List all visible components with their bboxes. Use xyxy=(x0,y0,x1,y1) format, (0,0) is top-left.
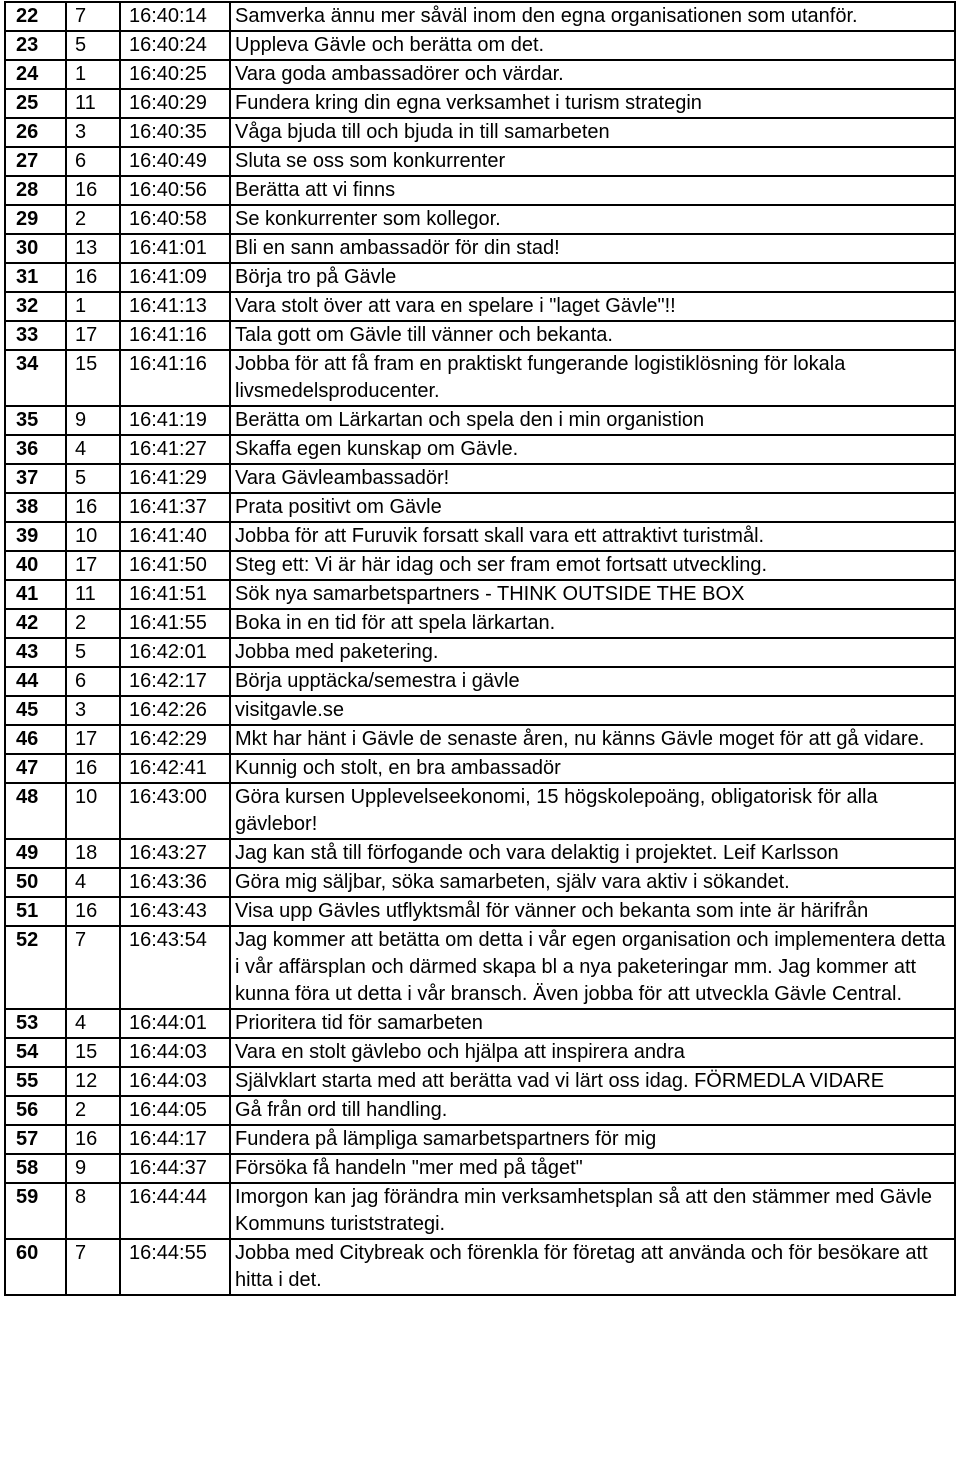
row-number-cell: 27 xyxy=(5,147,66,176)
response-text-cell: Fundera kring din egna verksamhet i turism strategin xyxy=(230,89,955,118)
timestamp-cell: 16:44:55 xyxy=(120,1239,230,1295)
response-text-cell: Vara Gävleambassadör! xyxy=(230,464,955,493)
count-cell: 12 xyxy=(66,1067,120,1096)
timestamp-cell: 16:43:54 xyxy=(120,926,230,1009)
count-cell: 17 xyxy=(66,725,120,754)
row-number-cell: 58 xyxy=(5,1154,66,1183)
table-row xyxy=(5,638,955,667)
row-number-cell: 28 xyxy=(5,176,66,205)
row-number-cell: 45 xyxy=(5,696,66,725)
table-row xyxy=(5,522,955,551)
row-number-cell: 25 xyxy=(5,89,66,118)
timestamp-cell: 16:41:19 xyxy=(120,406,230,435)
timestamp-cell: 16:42:17 xyxy=(120,667,230,696)
count-cell: 6 xyxy=(66,147,120,176)
response-text-cell: Självklart starta med att berätta vad vi lärt oss idag. FÖRMEDLA VIDARE xyxy=(230,1067,955,1096)
table-row xyxy=(5,1125,955,1154)
table-row xyxy=(5,696,955,725)
response-text-cell: Se konkurrenter som kollegor. xyxy=(230,205,955,234)
count-cell: 2 xyxy=(66,205,120,234)
row-number-cell: 54 xyxy=(5,1038,66,1067)
count-cell: 10 xyxy=(66,783,120,839)
response-text-cell: Sök nya samarbetspartners - THINK OUTSIDE THE BOX xyxy=(230,580,955,609)
response-text-cell: Fundera på lämpliga samarbetspartners för mig xyxy=(230,1125,955,1154)
table-row xyxy=(5,89,955,118)
row-number-cell: 38 xyxy=(5,493,66,522)
table-row xyxy=(5,350,955,406)
response-text-cell: Göra kursen Upplevelseekonomi, 15 högskolepoäng, obligatorisk för alla gävlebor! xyxy=(230,783,955,839)
response-text-cell: Gå från ord till handling. xyxy=(230,1096,955,1125)
response-text-cell: Börja tro på Gävle xyxy=(230,263,955,292)
count-cell: 7 xyxy=(66,1239,120,1295)
timestamp-cell: 16:40:56 xyxy=(120,176,230,205)
row-number-cell: 24 xyxy=(5,60,66,89)
count-cell: 9 xyxy=(66,1154,120,1183)
timestamp-cell: 16:44:03 xyxy=(120,1038,230,1067)
timestamp-cell: 16:43:43 xyxy=(120,897,230,926)
timestamp-cell: 16:40:49 xyxy=(120,147,230,176)
row-number-cell: 42 xyxy=(5,609,66,638)
count-cell: 16 xyxy=(66,1125,120,1154)
row-number-cell: 31 xyxy=(5,263,66,292)
row-number-cell: 60 xyxy=(5,1239,66,1295)
row-number-cell: 23 xyxy=(5,31,66,60)
response-text-cell: Våga bjuda till och bjuda in till samarbeten xyxy=(230,118,955,147)
timestamp-cell: 16:43:00 xyxy=(120,783,230,839)
table-row xyxy=(5,205,955,234)
table-row xyxy=(5,1154,955,1183)
response-text-cell: Prioritera tid för samarbeten xyxy=(230,1009,955,1038)
timestamp-cell: 16:41:16 xyxy=(120,321,230,350)
count-cell: 4 xyxy=(66,435,120,464)
count-cell: 3 xyxy=(66,696,120,725)
response-text-cell: Jag kan stå till förfogande och vara delaktig i projektet. Leif Karlsson xyxy=(230,839,955,868)
timestamp-cell: 16:42:01 xyxy=(120,638,230,667)
table-row xyxy=(5,580,955,609)
response-text-cell: Vara stolt över att vara en spelare i "laget Gävle"!! xyxy=(230,292,955,321)
table-row xyxy=(5,493,955,522)
response-text-cell: Jobba för att Furuvik forsatt skall vara ett attraktivt turistmål. xyxy=(230,522,955,551)
count-cell: 9 xyxy=(66,406,120,435)
table-row xyxy=(5,725,955,754)
timestamp-cell: 16:41:09 xyxy=(120,263,230,292)
count-cell: 1 xyxy=(66,60,120,89)
table-row xyxy=(5,1009,955,1038)
count-cell: 2 xyxy=(66,1096,120,1125)
count-cell: 16 xyxy=(66,493,120,522)
count-cell: 16 xyxy=(66,176,120,205)
response-text-cell: Uppleva Gävle och berätta om det. xyxy=(230,31,955,60)
response-text-cell: Jobba med paketering. xyxy=(230,638,955,667)
response-text-cell: Boka in en tid för att spela lärkartan. xyxy=(230,609,955,638)
timestamp-cell: 16:40:25 xyxy=(120,60,230,89)
timestamp-cell: 16:41:13 xyxy=(120,292,230,321)
timestamp-cell: 16:40:29 xyxy=(120,89,230,118)
table-row xyxy=(5,263,955,292)
row-number-cell: 22 xyxy=(5,2,66,31)
response-text-cell: Mkt har hänt i Gävle de senaste åren, nu känns Gävle moget för att gå vidare. xyxy=(230,725,955,754)
response-text-cell: Tala gott om Gävle till vänner och bekanta. xyxy=(230,321,955,350)
timestamp-cell: 16:41:27 xyxy=(120,435,230,464)
row-number-cell: 36 xyxy=(5,435,66,464)
response-text-cell: Steg ett: Vi är här idag och ser fram emot fortsatt utveckling. xyxy=(230,551,955,580)
row-number-cell: 50 xyxy=(5,868,66,897)
response-text-cell: Berätta om Lärkartan och spela den i min organistion xyxy=(230,406,955,435)
table-row xyxy=(5,464,955,493)
timestamp-cell: 16:41:29 xyxy=(120,464,230,493)
row-number-cell: 26 xyxy=(5,118,66,147)
row-number-cell: 46 xyxy=(5,725,66,754)
response-text-cell: Imorgon kan jag förändra min verksamhetsplan så att den stämmer med Gävle Kommuns turiststrategi. xyxy=(230,1183,955,1239)
timestamp-cell: 16:44:37 xyxy=(120,1154,230,1183)
response-table-body xyxy=(5,2,955,1295)
count-cell: 4 xyxy=(66,868,120,897)
row-number-cell: 30 xyxy=(5,234,66,263)
response-text-cell: Vara en stolt gävlebo och hjälpa att inspirera andra xyxy=(230,1038,955,1067)
table-row xyxy=(5,292,955,321)
table-row xyxy=(5,783,955,839)
timestamp-cell: 16:41:37 xyxy=(120,493,230,522)
row-number-cell: 37 xyxy=(5,464,66,493)
timestamp-cell: 16:42:29 xyxy=(120,725,230,754)
timestamp-cell: 16:44:44 xyxy=(120,1183,230,1239)
response-text-cell: Göra mig säljbar, söka samarbeten, själv vara aktiv i sökandet. xyxy=(230,868,955,897)
count-cell: 18 xyxy=(66,839,120,868)
table-row xyxy=(5,1096,955,1125)
response-text-cell: Prata positivt om Gävle xyxy=(230,493,955,522)
table-row xyxy=(5,234,955,263)
row-number-cell: 57 xyxy=(5,1125,66,1154)
timestamp-cell: 16:40:35 xyxy=(120,118,230,147)
count-cell: 16 xyxy=(66,897,120,926)
count-cell: 11 xyxy=(66,580,120,609)
timestamp-cell: 16:41:40 xyxy=(120,522,230,551)
count-cell: 3 xyxy=(66,118,120,147)
count-cell: 17 xyxy=(66,321,120,350)
table-row xyxy=(5,754,955,783)
response-text-cell: Jobba med Citybreak och förenkla för företag att använda och för besökare att hitta i det. xyxy=(230,1239,955,1295)
table-row xyxy=(5,667,955,696)
row-number-cell: 52 xyxy=(5,926,66,1009)
count-cell: 10 xyxy=(66,522,120,551)
count-cell: 15 xyxy=(66,1038,120,1067)
timestamp-cell: 16:41:50 xyxy=(120,551,230,580)
table-row xyxy=(5,176,955,205)
count-cell: 13 xyxy=(66,234,120,263)
count-cell: 2 xyxy=(66,609,120,638)
row-number-cell: 35 xyxy=(5,406,66,435)
count-cell: 7 xyxy=(66,926,120,1009)
row-number-cell: 59 xyxy=(5,1183,66,1239)
table-row xyxy=(5,60,955,89)
row-number-cell: 33 xyxy=(5,321,66,350)
table-row xyxy=(5,435,955,464)
count-cell: 5 xyxy=(66,638,120,667)
response-text-cell: Jag kommer att betätta om detta i vår egen organisation och implementera detta i vår affärsplan och därmed skapa bl a nya paketeringar mm. Jag kommer att kunna föra ut detta i vår bransch. Även jobba för att utveckla Gävle Central. xyxy=(230,926,955,1009)
row-number-cell: 32 xyxy=(5,292,66,321)
row-number-cell: 53 xyxy=(5,1009,66,1038)
table-row xyxy=(5,1038,955,1067)
count-cell: 1 xyxy=(66,292,120,321)
row-number-cell: 29 xyxy=(5,205,66,234)
timestamp-cell: 16:40:58 xyxy=(120,205,230,234)
count-cell: 6 xyxy=(66,667,120,696)
table-row xyxy=(5,839,955,868)
table-row xyxy=(5,2,955,31)
timestamp-cell: 16:43:36 xyxy=(120,868,230,897)
row-number-cell: 51 xyxy=(5,897,66,926)
count-cell: 7 xyxy=(66,2,120,31)
row-number-cell: 56 xyxy=(5,1096,66,1125)
table-row xyxy=(5,868,955,897)
timestamp-cell: 16:44:05 xyxy=(120,1096,230,1125)
count-cell: 16 xyxy=(66,754,120,783)
table-row xyxy=(5,897,955,926)
table-row xyxy=(5,609,955,638)
table-row xyxy=(5,926,955,1009)
count-cell: 8 xyxy=(66,1183,120,1239)
count-cell: 5 xyxy=(66,31,120,60)
row-number-cell: 39 xyxy=(5,522,66,551)
response-text-cell: Berätta att vi finns xyxy=(230,176,955,205)
response-text-cell: Försöka få handeln "mer med på tåget" xyxy=(230,1154,955,1183)
count-cell: 16 xyxy=(66,263,120,292)
count-cell: 4 xyxy=(66,1009,120,1038)
response-text-cell: Skaffa egen kunskap om Gävle. xyxy=(230,435,955,464)
row-number-cell: 49 xyxy=(5,839,66,868)
table-row xyxy=(5,1183,955,1239)
timestamp-cell: 16:44:17 xyxy=(120,1125,230,1154)
timestamp-cell: 16:44:03 xyxy=(120,1067,230,1096)
table-row xyxy=(5,406,955,435)
row-number-cell: 44 xyxy=(5,667,66,696)
response-text-cell: Kunnig och stolt, en bra ambassadör xyxy=(230,754,955,783)
table-row xyxy=(5,321,955,350)
row-number-cell: 41 xyxy=(5,580,66,609)
response-text-cell: Vara goda ambassadörer och värdar. xyxy=(230,60,955,89)
timestamp-cell: 16:41:16 xyxy=(120,350,230,406)
table-row xyxy=(5,118,955,147)
count-cell: 15 xyxy=(66,350,120,406)
count-cell: 11 xyxy=(66,89,120,118)
row-number-cell: 47 xyxy=(5,754,66,783)
row-number-cell: 43 xyxy=(5,638,66,667)
table-row xyxy=(5,1239,955,1295)
response-text-cell: Visa upp Gävles utflyktsmål för vänner och bekanta som inte är härifrån xyxy=(230,897,955,926)
table-row xyxy=(5,31,955,60)
response-text-cell: Börja upptäcka/semestra i gävle xyxy=(230,667,955,696)
response-text-cell: Sluta se oss som konkurrenter xyxy=(230,147,955,176)
response-table xyxy=(4,1,956,1296)
row-number-cell: 40 xyxy=(5,551,66,580)
response-text-cell: Jobba för att få fram en praktiskt fungerande logistiklösning för lokala livsmedelsproducenter. xyxy=(230,350,955,406)
response-text-cell: Bli en sann ambassadör för din stad! xyxy=(230,234,955,263)
timestamp-cell: 16:40:14 xyxy=(120,2,230,31)
table-row xyxy=(5,551,955,580)
timestamp-cell: 16:41:01 xyxy=(120,234,230,263)
row-number-cell: 55 xyxy=(5,1067,66,1096)
timestamp-cell: 16:44:01 xyxy=(120,1009,230,1038)
timestamp-cell: 16:41:51 xyxy=(120,580,230,609)
count-cell: 5 xyxy=(66,464,120,493)
response-text-cell: visitgavle.se xyxy=(230,696,955,725)
row-number-cell: 34 xyxy=(5,350,66,406)
timestamp-cell: 16:42:41 xyxy=(120,754,230,783)
row-number-cell: 48 xyxy=(5,783,66,839)
timestamp-cell: 16:42:26 xyxy=(120,696,230,725)
response-text-cell: Samverka ännu mer såväl inom den egna organisationen som utanför. xyxy=(230,2,955,31)
table-row xyxy=(5,1067,955,1096)
timestamp-cell: 16:43:27 xyxy=(120,839,230,868)
count-cell: 17 xyxy=(66,551,120,580)
timestamp-cell: 16:41:55 xyxy=(120,609,230,638)
table-row xyxy=(5,147,955,176)
timestamp-cell: 16:40:24 xyxy=(120,31,230,60)
